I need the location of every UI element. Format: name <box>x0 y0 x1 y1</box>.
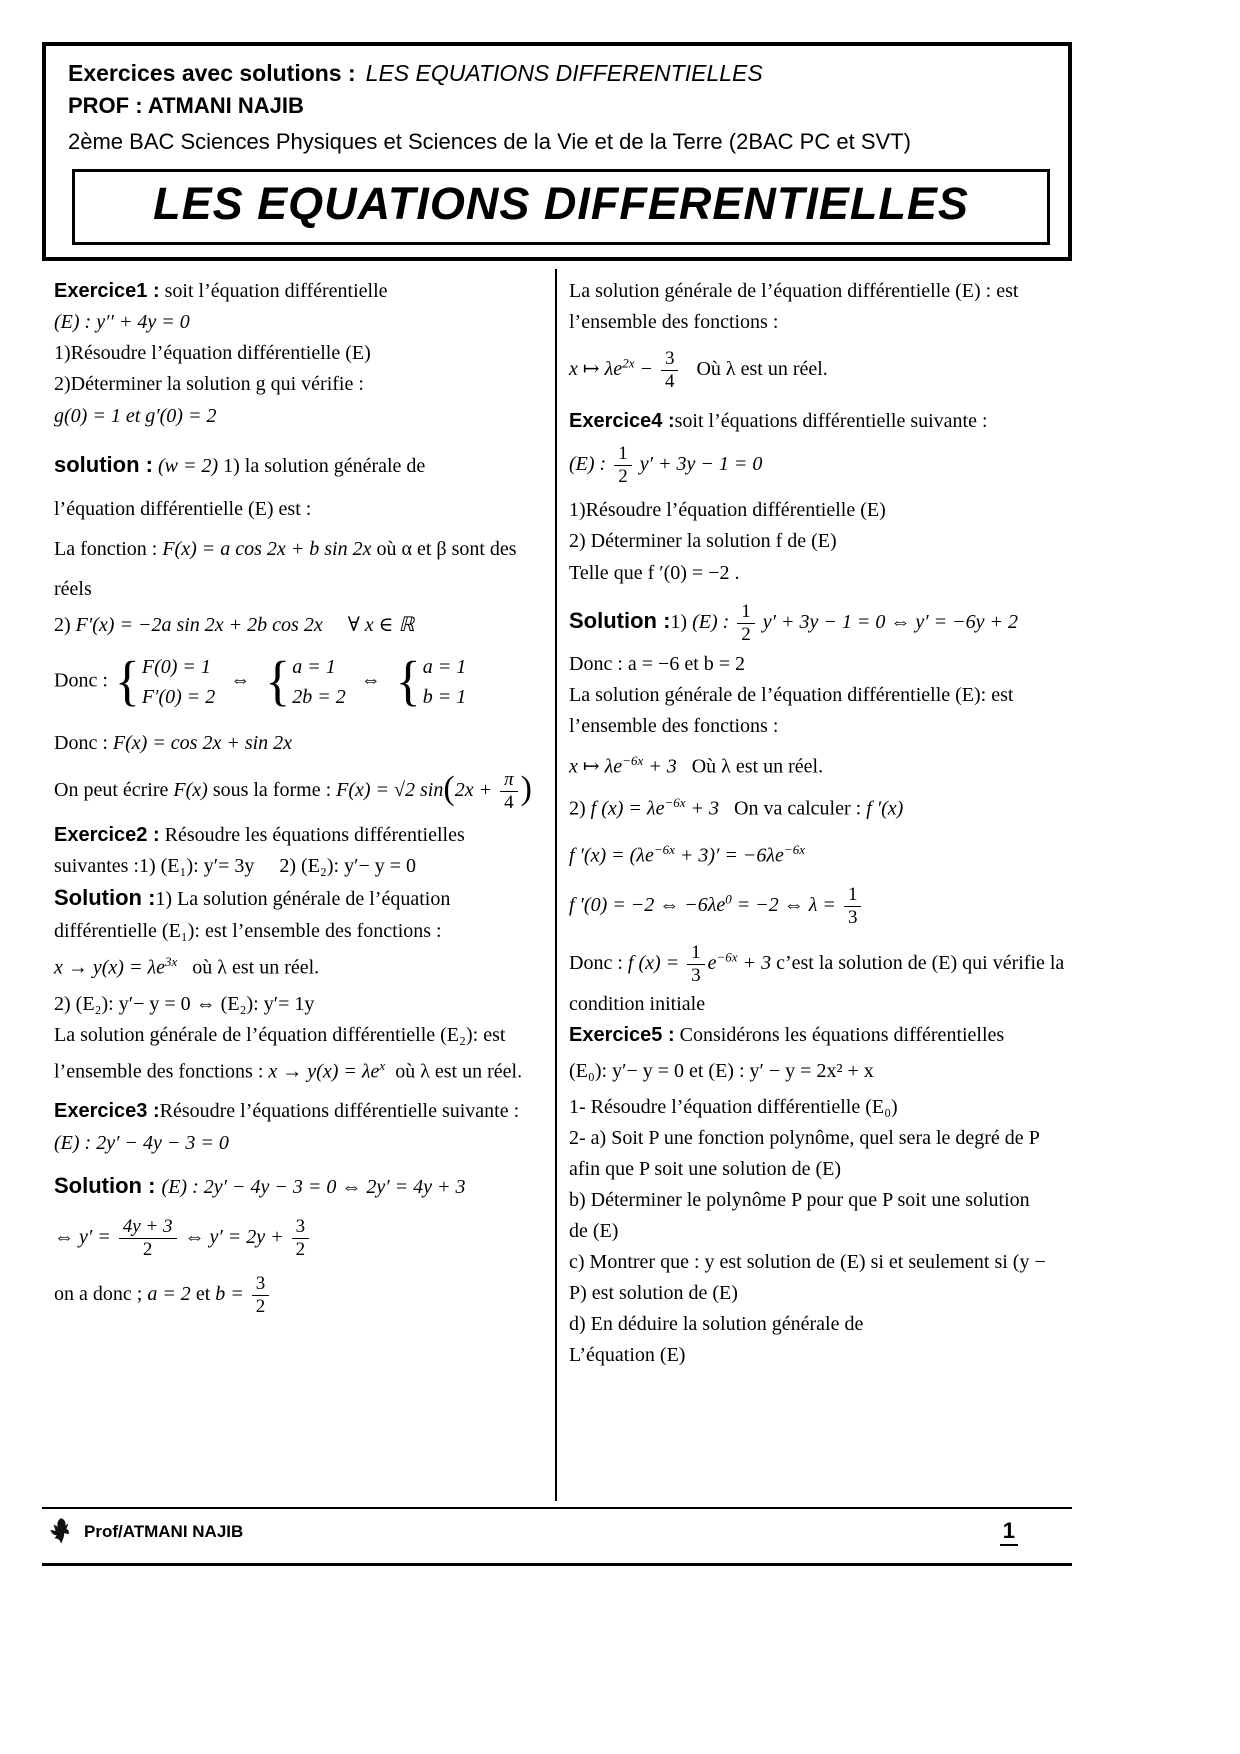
numerator: 1 <box>687 943 705 965</box>
page-content <box>42 42 1072 1566</box>
text-line: 1)Résoudre l’équation différentielle (E) <box>569 498 886 521</box>
solution2-heading <box>54 884 545 913</box>
solution-label: solution : <box>54 452 153 477</box>
left-brace: { <box>395 651 421 711</box>
exponent: −6x <box>716 949 738 965</box>
solution3-heading <box>54 1172 545 1201</box>
denominator: 3 <box>847 906 858 928</box>
exponent: −6x <box>783 841 805 857</box>
derivative-line <box>569 842 1070 869</box>
general-solution-line <box>569 349 1070 392</box>
header-subject-label: Exercices avec solutions : <box>68 60 356 86</box>
case-row: 2b = 2 <box>292 685 346 708</box>
math-segment: + 3 <box>737 952 772 975</box>
left-column <box>42 269 557 1501</box>
case-row: F′(0) = 2 <box>141 685 216 708</box>
fraction <box>614 444 632 487</box>
fraction <box>252 1274 270 1317</box>
solution1-heading <box>54 451 545 480</box>
lambda-line <box>569 885 1070 928</box>
text-line: b) Déterminer le polynôme P pour que P soit une solution <box>569 1189 1030 1212</box>
text-line: d) En déduire la solution générale de <box>569 1313 864 1336</box>
text-line: 2) (E₂): y′− y = 0 ⇔ (E₂): y′= 1y <box>54 992 315 1015</box>
text-line: afin que P soit une solution de (E) <box>569 1158 841 1181</box>
iff-symbol: ⇔ <box>360 669 381 692</box>
footer-author: Prof/ATMANI NAJIB <box>84 1522 244 1541</box>
math-segment: f ′(x) = (λe <box>569 844 654 867</box>
text-segment: on a donc ; <box>54 1282 148 1305</box>
numerator: 3 <box>292 1217 310 1239</box>
equivalence-line <box>54 1217 545 1260</box>
header-prof-line: PROF : ATMANI NAJIB <box>68 93 304 118</box>
text-segment: soit l’équations différentielle suivante : <box>674 409 988 432</box>
math-segment: = −2 ⇔ λ = <box>731 893 841 916</box>
exponent: −6x <box>653 841 675 857</box>
math-segment: x ↦ λe <box>569 755 623 778</box>
exercice3-heading <box>54 1098 545 1124</box>
equation-line: (E) : y′′ + 4y = 0 <box>54 311 190 333</box>
cases-system-2 <box>265 651 346 711</box>
iff-symbol: ⇔ <box>230 669 251 692</box>
math-segment: (E) : 2y′ − 4y − 3 = 0 ⇔ 2y′ = 4y + 3 <box>161 1176 466 1199</box>
math-segment: a = 2 <box>147 1282 191 1305</box>
fraction <box>500 770 518 813</box>
system-line <box>54 651 545 711</box>
math-line: g(0) = 1 et g′(0) = 2 <box>54 405 217 427</box>
math-segment: (E) : <box>692 610 735 633</box>
title-box <box>72 169 1050 245</box>
fraction <box>292 1217 310 1260</box>
text-line: 1)Résoudre l’équation différentielle (E) <box>54 342 371 364</box>
text-line: 1- Résoudre l’équation différentielle (E₀) <box>569 1096 898 1119</box>
text-line: La solution générale de l’équation différentielle (E): est <box>569 683 1014 706</box>
fraction <box>661 349 679 392</box>
math-segment: (E) : <box>569 452 612 475</box>
left-brace: { <box>114 651 140 711</box>
denominator: 3 <box>691 965 701 987</box>
math-segment: F(x) = a cos 2x + b sin 2x <box>162 537 372 560</box>
cases-stack <box>423 654 467 710</box>
compute-line <box>569 795 1070 822</box>
math-segment: 2x + <box>454 778 498 801</box>
cases-stack <box>142 654 215 710</box>
left-brace: { <box>265 651 291 711</box>
case-row: b = 1 <box>422 685 467 708</box>
math-segment: e <box>707 952 717 975</box>
fraction <box>119 1217 177 1260</box>
math-segment: (w = 2) <box>152 455 219 477</box>
text-line: 2- a) Soit P une fonction polynôme, quel sera le degré de P <box>569 1127 1040 1150</box>
exercice2-label: Exercice2 : <box>54 824 160 847</box>
exercice5-label: Exercice5 : <box>569 1024 675 1047</box>
text-segment: Résoudre les équations différentielles <box>159 824 465 847</box>
math-segment: + 3 <box>643 755 677 778</box>
page-number: 1 <box>1000 1518 1018 1546</box>
right-column <box>557 269 1072 1501</box>
denominator: 4 <box>664 370 675 392</box>
solution-label: Solution : <box>54 885 156 911</box>
text-line: l’ensemble des fonctions : <box>569 311 779 333</box>
solution-label: Solution : <box>569 607 671 633</box>
text-line: La solution générale de l’équation différentielle (E₂): est <box>54 1023 506 1046</box>
coefficients-line <box>54 1274 545 1317</box>
text-segment: Donc : <box>54 669 113 692</box>
exponent: 3x <box>165 954 178 970</box>
exponent: 0 <box>725 890 732 906</box>
denominator: 2 <box>741 623 751 645</box>
solution-label: Solution : <box>54 1173 162 1199</box>
header-subject-line <box>68 60 1054 87</box>
math-segment: f ′(x) <box>866 797 904 820</box>
result-line <box>54 730 545 756</box>
text-segment: l’ensemble des fonctions : <box>54 1060 269 1083</box>
denominator: 2 <box>255 1295 266 1317</box>
numerator: 3 <box>252 1274 270 1296</box>
text-line: L’équation (E) <box>569 1344 686 1367</box>
math-segment: + 3 <box>685 797 720 820</box>
text-segment: 1) <box>670 610 693 633</box>
header-box <box>42 42 1072 261</box>
math-segment: − <box>634 358 658 381</box>
numerator: 1 <box>844 885 862 907</box>
text-segment: Résoudre l’équations différentielle suivante : <box>159 1100 520 1123</box>
cases-system-3 <box>395 651 467 711</box>
exercice1-label: Exercice1 : <box>54 280 160 302</box>
numerator: 1 <box>737 602 755 624</box>
text-segment: 2) <box>54 613 76 636</box>
text-segment: Donc : <box>569 952 628 975</box>
text-segment: où α et β sont des <box>371 537 517 560</box>
text-segment: On peut écrire <box>54 778 174 801</box>
exponent: −6x <box>664 795 686 811</box>
denominator: 2 <box>295 1238 306 1260</box>
form-line <box>54 770 545 813</box>
math-segment: F′(x) = −2a sin 2x + 2b cos 2x ∀ x ∈ ℝ <box>75 613 415 636</box>
exercice3-label: Exercice3 : <box>54 1100 160 1123</box>
text-segment: 2) <box>569 797 591 820</box>
fraction <box>737 602 755 645</box>
text-line: La solution générale de l’équation différentielle (E) : est <box>569 280 1019 302</box>
math-segment: y′ + 3y − 1 = 0 <box>634 452 763 475</box>
text-segment: où λ est un réel. <box>385 1060 523 1083</box>
case-row: a = 1 <box>292 655 336 678</box>
solution4-heading <box>569 602 1070 645</box>
exercice2-heading <box>54 822 545 848</box>
numerator: 3 <box>661 349 679 371</box>
cases-stack <box>292 654 346 710</box>
math-segment: F(x) <box>173 778 208 801</box>
numerator: π <box>500 770 518 792</box>
text-line: l’équation différentielle (E) est : <box>54 497 312 520</box>
exponent: 2x <box>622 355 635 371</box>
math-segment: ⇔ y′ = 2y + <box>179 1226 289 1248</box>
math-segment: + 3)′ = −6λe <box>674 844 784 867</box>
case-row: a = 1 <box>422 655 467 678</box>
header-subject-title: LES EQUATIONS DIFFERENTIELLES <box>365 60 763 86</box>
denominator: 2 <box>142 1238 153 1260</box>
publisher-logo-icon <box>48 1517 74 1547</box>
text-segment: et <box>190 1282 216 1305</box>
two-column-body <box>42 269 1072 1501</box>
math-segment: f (x) = <box>627 952 685 975</box>
equation-line: (E) : 2y′ − 4y − 3 = 0 <box>54 1132 229 1155</box>
big-paren-right: ) <box>520 770 532 808</box>
function-line <box>54 536 545 562</box>
text-segment: La fonction : <box>54 537 163 560</box>
text-segment: Où λ est un réel. <box>681 358 828 381</box>
text-line: 2) Déterminer la solution f de (E) <box>569 529 837 552</box>
denominator: 4 <box>504 791 514 813</box>
exercice5-heading <box>569 1022 1070 1048</box>
math-segment: b = <box>215 1282 249 1305</box>
header-level-line: 2ème BAC Sciences Physiques et Sciences de la Vie et de la Terre (2BAC PC et SVT) <box>68 129 911 154</box>
text-segment: On va calculer : <box>719 797 867 820</box>
math-segment: x → y(x) = λe <box>54 956 165 979</box>
math-segment: f ′(0) = −2 ⇔ −6λe <box>569 893 726 916</box>
text-segment: Considérons les équations différentielles <box>674 1024 1005 1047</box>
math-segment: ⇔ y′ = <box>54 1226 116 1248</box>
denominator: 2 <box>618 465 628 487</box>
text-segment: 1) la solution générale de <box>218 455 426 477</box>
text-segment: sous la forme : <box>207 778 337 801</box>
big-paren-left: ( <box>443 770 455 808</box>
footer-left <box>48 1517 243 1547</box>
derivative-line <box>54 612 545 638</box>
general-solution-line <box>569 753 1070 780</box>
text-segment: où λ est un réel. <box>177 956 320 979</box>
text-line: condition initiale <box>569 993 706 1016</box>
cases-system-1 <box>114 651 216 711</box>
text-segment: c’est la solution de (E) qui vérifie la <box>771 952 1065 975</box>
exercice4-heading <box>569 408 1070 434</box>
numerator: 4y + 3 <box>119 1217 177 1239</box>
fraction <box>687 943 705 986</box>
equation-line: (E₀): y′− y = 0 et (E) : y′ − y = 2x² + x <box>569 1060 874 1083</box>
numerator: 1 <box>614 444 632 466</box>
final-solution-line <box>569 943 1070 986</box>
text-segment: 1) La solution générale de l’équation <box>155 888 451 911</box>
text-segment: Donc : <box>54 731 113 754</box>
exercice1-heading <box>54 278 545 304</box>
text-line: différentielle (E₁): est l’ensemble des fonctions : <box>54 920 442 943</box>
math-segment: F(x) = cos 2x + sin 2x <box>112 731 293 754</box>
math-segment: x → y(x) = λe <box>268 1060 380 1083</box>
text-line: l’ensemble des fonctions : <box>569 714 779 737</box>
text-line: Telle que f ′(0) = −2 . <box>569 561 740 584</box>
exercice4-label: Exercice4 : <box>569 409 675 432</box>
text-line: P) est solution de (E) <box>569 1282 738 1305</box>
text-segment: soit l’équation différentielle <box>159 280 388 302</box>
text-line: suivantes :1) (E₁): y′= 3y 2) (E₂): y′− y = 0 <box>54 855 417 878</box>
exponent: −6x <box>622 752 644 768</box>
text-line: Donc : a = −6 et b = 2 <box>569 652 746 675</box>
math-segment: x ↦ λe <box>569 358 623 381</box>
exponent: x <box>379 1057 386 1073</box>
math-segment: f (x) = λe <box>590 797 665 820</box>
page-footer <box>42 1507 1072 1566</box>
math-segment: y′ + 3y − 1 = 0 ⇔ y′ = −6y + 2 <box>757 610 1019 633</box>
equation-line <box>569 444 1070 487</box>
general-solution-line <box>54 954 545 981</box>
fraction <box>844 885 862 928</box>
text-line: de (E) <box>569 1220 619 1243</box>
text-line: réels <box>54 577 92 600</box>
math-segment: F(x) = √2 sin <box>336 778 444 801</box>
case-row: F(0) = 1 <box>141 655 211 678</box>
general-solution-line <box>54 1058 545 1085</box>
text-line: 2)Déterminer la solution g qui vérifie : <box>54 373 364 395</box>
text-line: c) Montrer que : y est solution de (E) si et seulement si (y − <box>569 1251 1046 1274</box>
text-segment: Où λ est un réel. <box>676 755 824 778</box>
document-title: LES EQUATIONS DIFFERENTIELLES <box>153 178 969 229</box>
